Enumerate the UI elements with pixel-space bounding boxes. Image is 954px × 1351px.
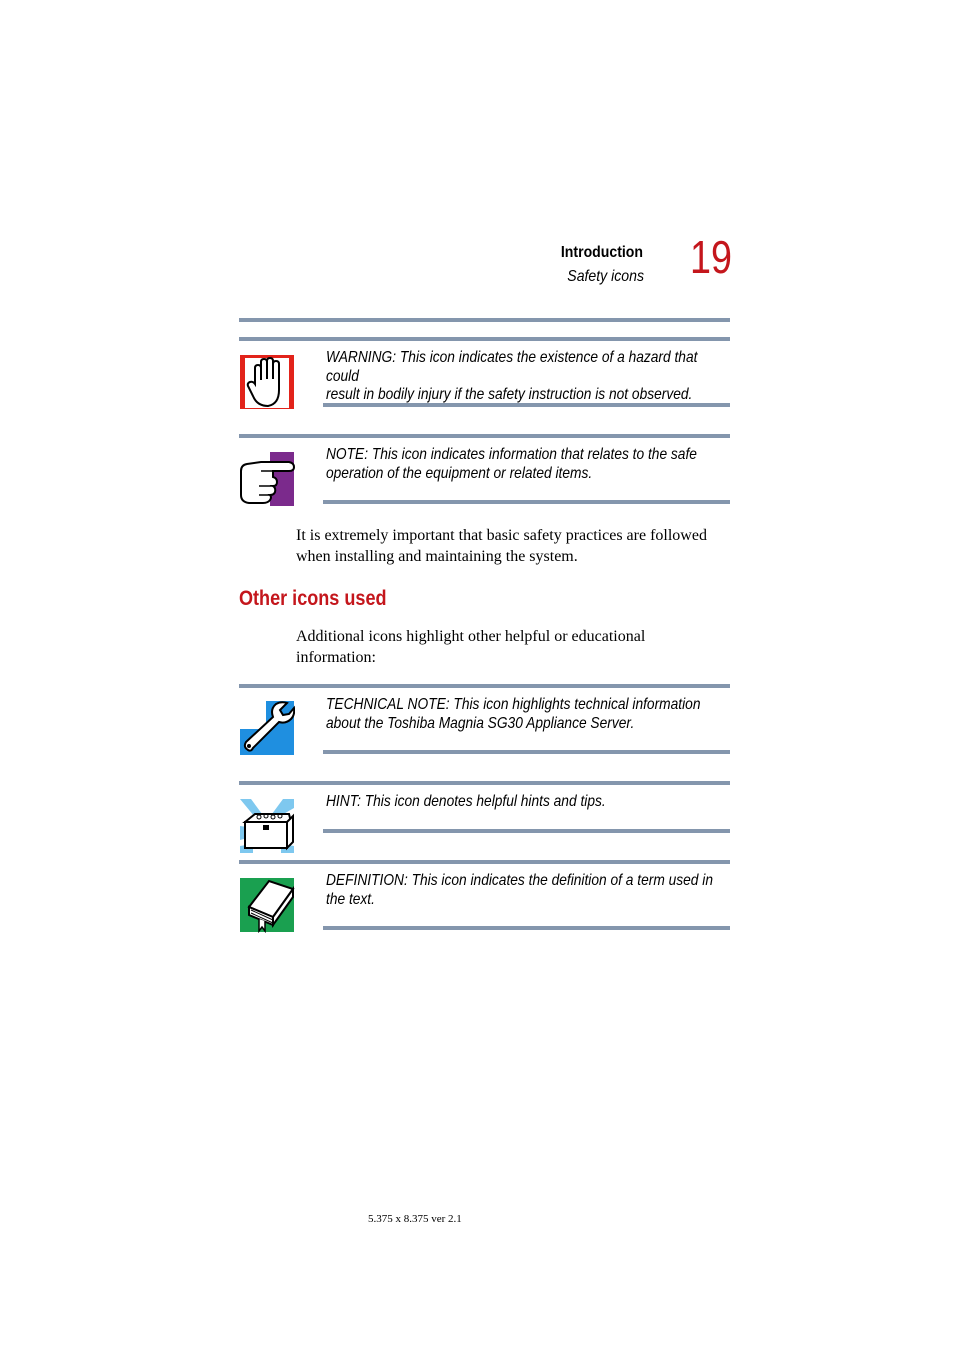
pointing-hand-icon: [239, 451, 295, 507]
hand-stop-icon: [239, 354, 295, 410]
page-number: 19: [690, 231, 732, 283]
definition-text: DEFINITION: This icon indicates the definition of a term used in the text.: [326, 872, 713, 908]
note-bottom-rule: [323, 500, 730, 504]
chapter-title: Introduction: [560, 244, 643, 261]
definition-top-rule: [239, 860, 730, 864]
note-text: NOTE: This icon indicates information that relates to the safe operation of the equipment or related items.: [326, 446, 697, 482]
other-icons-paragraph: Additional icons highlight other helpful or educational information:: [296, 628, 646, 666]
hint-top-rule: [239, 781, 730, 785]
other-icons-heading: Other icons used: [239, 587, 387, 610]
wrench-icon: [239, 700, 295, 756]
hint-bottom-rule: [323, 829, 730, 833]
hint-text: HINT: This icon denotes helpful hints and tips.: [326, 793, 606, 810]
technical-note-text: TECHNICAL NOTE: This icon highlights technical information about the Toshiba Magnia SG30 Appliance Server.: [326, 696, 701, 732]
note-top-rule: [239, 434, 730, 438]
warning-bottom-rule: [323, 403, 730, 407]
header-rule: [239, 318, 730, 322]
technical-note-bottom-rule: [323, 750, 730, 754]
warning-text: WARNING: This icon indicates the existence of a hazard that could result in bodily injury if the safety instruction is not observed.: [326, 349, 698, 403]
technical-note-top-rule: [239, 684, 730, 688]
warning-top-rule: [239, 337, 730, 341]
section-title: Safety icons: [567, 268, 644, 285]
treasure-chest-icon: [239, 798, 295, 854]
safety-paragraph: It is extremely important that basic safety practices are followed when installing and maintaining the system.: [296, 527, 707, 565]
footer-version: 5.375 x 8.375 ver 2.1: [368, 1213, 462, 1225]
definition-bottom-rule: [323, 926, 730, 930]
book-icon: [239, 877, 295, 933]
